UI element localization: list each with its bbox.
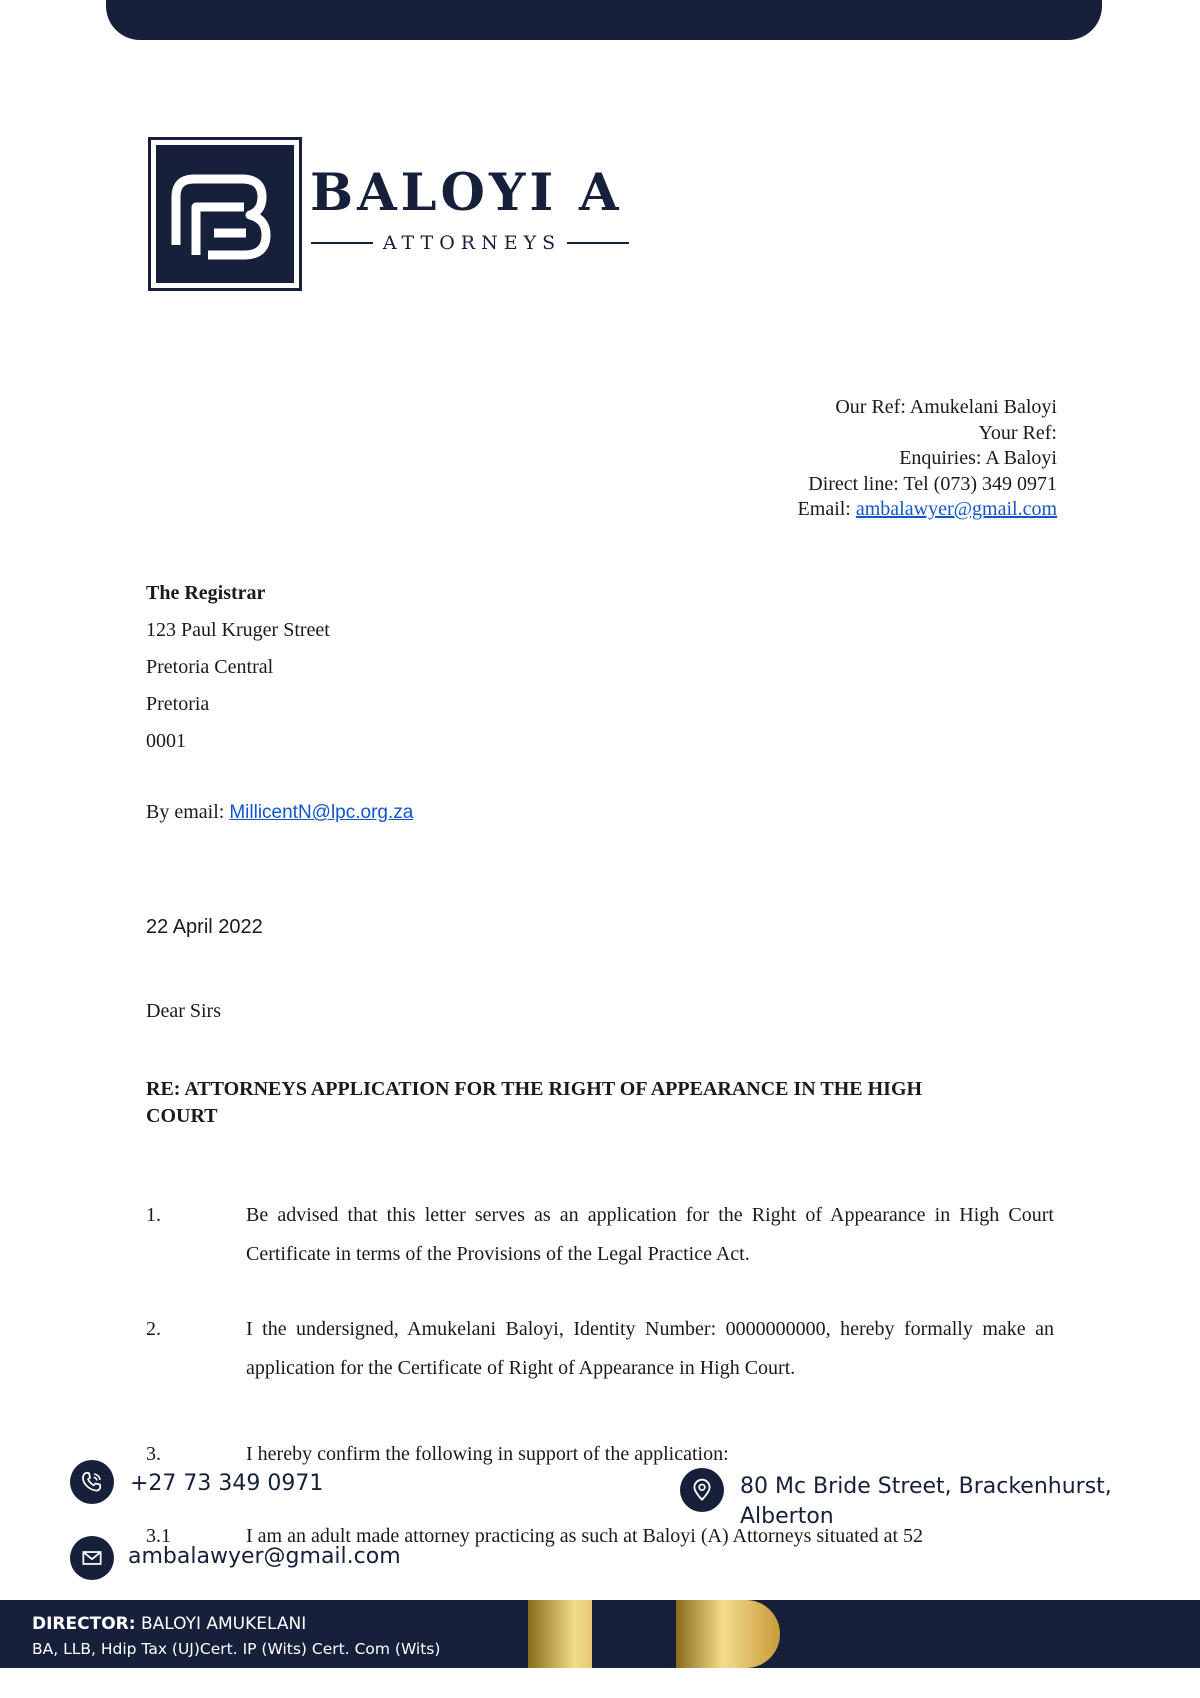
mail-icon [70,1536,114,1580]
footer-address-line-2: Alberton [740,1504,834,1529]
paragraph-number: 2. [146,1318,161,1340]
email-line [798,497,1057,523]
paragraph-number: 3.1 [146,1525,171,1547]
reference-block [798,395,1057,523]
footer-email: ambalawyer@gmail.com [128,1544,401,1569]
footer-band [0,1600,1200,1668]
your-ref: Your Ref: [978,421,1057,444]
recipient-email-link[interactable]: MillicentN@lpc.org.za [229,802,414,823]
paragraph-text: I am an adult made attorney practicing as such at Baloyi (A) Attorneys situated at 52 [246,1525,924,1547]
by-email-label: By email: [146,801,230,823]
paragraph-2 [146,1310,1054,1388]
paragraph-text: Be advised that this letter serves as an application for the Right of Appearance in High Court Certificate in terms of the Provisions of the Legal Practice Act. [246,1204,1054,1265]
footer-address-line-1: 80 Mc Bride Street, Brackenhurst, [740,1474,1112,1499]
enquiries: Enquiries: A Baloyi [899,447,1057,469]
brand-subtitle-text: ATTORNEYS [382,232,562,254]
by-email-line [146,797,413,828]
location-pin-icon [680,1468,724,1512]
our-ref: Our Ref: Amukelani Baloyi [835,396,1057,418]
footer-phone: +27 73 349 0971 [130,1471,324,1496]
paragraph-3 [146,1435,1054,1474]
subject-line-2: COURT [146,1105,218,1127]
brand-logo [148,137,302,291]
phone-icon [70,1460,114,1504]
addressee-name: The Registrar [146,582,266,604]
gold-accent-shape [676,1600,780,1668]
addressee-postal-code: 0001 [146,730,186,752]
addressee-street: 123 Paul Kruger Street [146,619,330,641]
paragraph-text: I hereby confirm the following in support of the application: [246,1443,729,1465]
brand-name: BALOYI A [310,163,623,223]
director-label: DIRECTOR: [32,1614,136,1634]
paragraph-number: 3. [146,1443,161,1465]
footer-address [740,1472,1112,1532]
director-name: BALOYI AMUKELANI [135,1614,307,1634]
director-block [32,1613,440,1660]
subtitle-rule-left [311,242,373,244]
director-qualifications: BA, LLB, Hdip Tax (UJ)Cert. IP (Wits) Cert. Com (Wits) [32,1640,441,1658]
ba-monogram-logo-icon [156,145,294,283]
direct-line: Direct line: Tel (073) 349 0971 [808,472,1057,495]
addressee-city: Pretoria [146,693,210,715]
sender-email-link[interactable]: ambalawyer@gmail.com [855,498,1057,520]
paragraph-1 [146,1196,1054,1274]
paragraph-text: I the undersigned, Amukelani Baloyi, Identity Number: 0000000000, hereby formally make an application for the Certificate of Right of Appearance in High Court. [246,1318,1054,1379]
email-label: Email: [797,498,856,520]
addressee-suburb: Pretoria Central [146,656,274,678]
subject-heading [146,1076,1056,1130]
letter-date: 22 April 2022 [146,916,263,938]
subject-line-1: RE: ATTORNEYS APPLICATION FOR THE RIGHT OF APPEARANCE IN THE HIGH [146,1078,923,1100]
salutation: Dear Sirs [146,1000,221,1022]
addressee-block [146,575,330,760]
header-band [106,0,1102,40]
director-line [32,1613,440,1635]
paragraph-number: 1. [146,1204,161,1226]
subtitle-rule-right [567,242,629,244]
brand-subtitle [311,228,629,258]
